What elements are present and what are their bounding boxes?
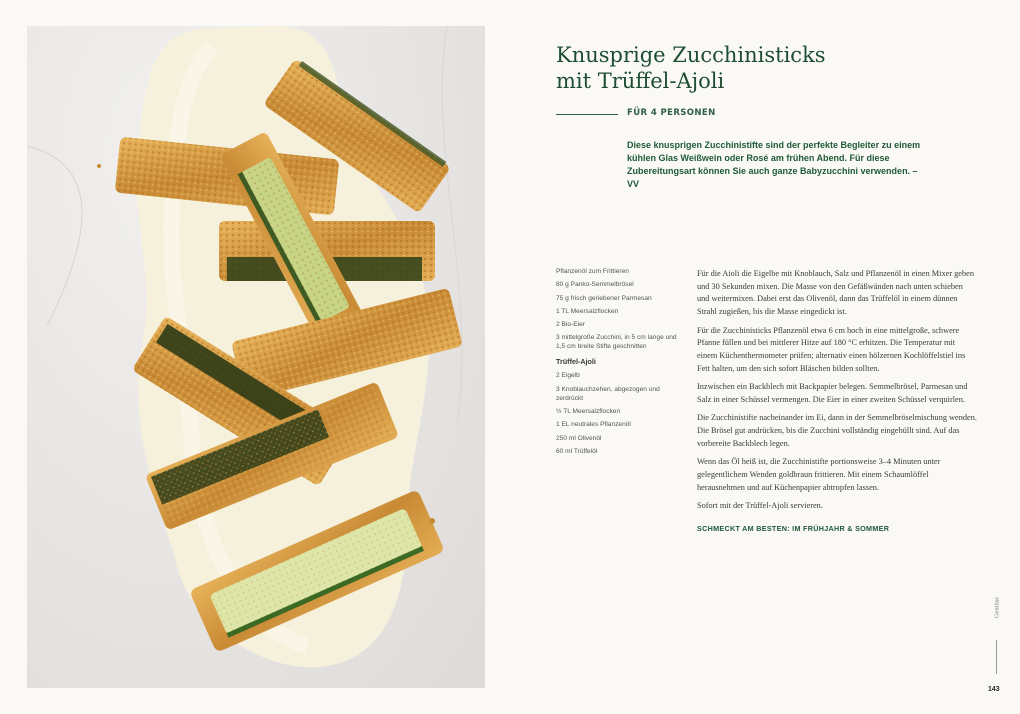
- method-step: Für die Aioli die Eigelbe mit Knoblauch, Salz und Pflanzenöl in einen Mixer geben und 30 Sekunden mixen. Die Masse von den Gefäßwänden nach unten schieben und weitermixen. Dabei erst das Olivenöl, dann das Trüffelöl in einem dünnen Strahl zugießen, bis die Masse eingedickt ist.: [697, 269, 974, 317]
- ingredient-item: 250 ml Olivenöl: [556, 434, 602, 442]
- servings-label: FÜR 4 PERSONEN: [627, 108, 716, 118]
- ingredient-item: 1 TL Meersalzflocken: [556, 307, 619, 315]
- ingredient-item: 3 Knoblauchzehen, abgezogen und zerdrückt: [556, 385, 660, 402]
- recipe-photo: [27, 26, 485, 688]
- method-step: Die Zucchinistifte nacheinander im Ei, dann in der Semmelbröselmischung wenden. Die Brösel gut andrücken, bis die Zucchini vollständig eingehüllt sind. Auf das vorbereite Backblech legen.: [697, 413, 977, 448]
- ingredient-subheading: Trüffel-Ajoli: [556, 357, 596, 367]
- ingredient-item: 80 g Panko-Semmelbrösel: [556, 281, 634, 289]
- ingredient-item: 2 Eigelb: [556, 372, 580, 380]
- ingredient-item: 75 g frisch geriebener Parmesan: [556, 294, 652, 302]
- method-step: Inzwischen ein Backblech mit Backpapier belegen. Semmelbrösel, Parmesan und Salz in einer Schüssel vermengen. Die Eier in einer zweiten Schüssel verquirlen.: [697, 382, 968, 404]
- method-step: Für die Zucchinisticks Pflanzenöl etwa 6 cm hoch in eine mittelgroße, schwere Pfanne füllen und bei mittlerer Hitze auf 180 °C erhitzen. Die Temperatur mit einem Küchenthermometer prüfen; alternativ einen hölzernen Kochlöffelstiel ins Fett halten, um den sich sofort Bläschen bilden sollten.: [697, 325, 966, 373]
- recipe-title: [556, 42, 956, 94]
- page-number: 143: [988, 686, 1000, 693]
- best-season-note: SCHMECKT AM BESTEN: IM FRÜHJAHR & SOMMER: [697, 523, 890, 533]
- ingredient-item: 60 ml Trüffelöl: [556, 447, 598, 455]
- ingredient-item: ½ TL Meersalzflocken: [556, 408, 621, 416]
- recipe-intro: Diese knusprigen Zucchinistifte sind der perfekte Begleiter zu einem kühlen Glas Weißwein oder Rosé am frühen Abend. Für diese Zubereitungsart können Sie auch ganze Babyzucchini verwenden. –VV: [627, 140, 921, 189]
- section-rule: [996, 640, 997, 674]
- ingredient-list: [556, 267, 684, 460]
- recipe-title-line-1: Knusprige Zucchinisticks: [556, 43, 826, 67]
- method-step: Sofort mit der Trüffel-Ajoli servieren.: [697, 501, 823, 511]
- ingredient-item: 2 Bio-Eier: [556, 321, 585, 329]
- section-label: Gemüse: [993, 596, 1001, 619]
- method-steps: [697, 268, 977, 536]
- ingredient-item: Pflanzenöl zum Frittieren: [556, 268, 629, 275]
- ingredient-item: 3 mittelgroße Zucchini, in 5 cm lange und 1,5 cm breite Stifte geschnitten: [556, 334, 677, 351]
- recipe-title-line-2: mit Trüffel-Ajoli: [556, 69, 725, 93]
- ingredient-item: 1 EL neutrales Pflanzenöl: [556, 421, 631, 429]
- method-step: Wenn das Öl heiß ist, die Zucchinistifte portionsweise 3–4 Minuten unter gelegentlichem Wenden goldbraun frittieren. Mit einem Schaumlöffel herausnehmen und auf Küchenpapier abtropfen lassen.: [697, 457, 941, 492]
- servings-divider: [556, 114, 618, 115]
